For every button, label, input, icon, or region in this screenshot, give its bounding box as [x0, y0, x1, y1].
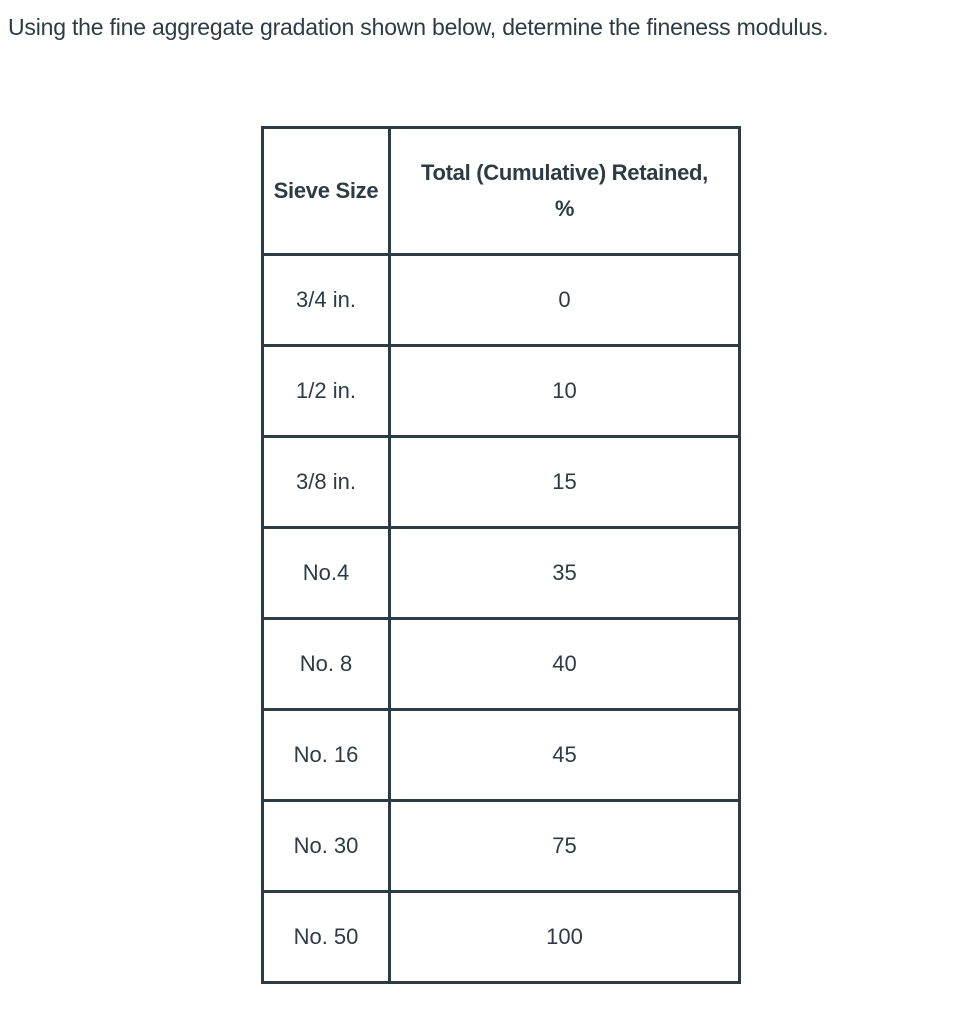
retained-cell: 100: [390, 892, 740, 983]
sieve-cell: 3/4 in.: [263, 255, 390, 346]
table-row: [263, 619, 740, 710]
table-header-row: [263, 128, 740, 255]
sieve-cell: No.4: [263, 528, 390, 619]
header-retained-line2: %: [554, 196, 575, 221]
gradation-table: [261, 126, 741, 984]
table-row: [263, 346, 740, 437]
retained-cell: 75: [390, 801, 740, 892]
table-row: [263, 892, 740, 983]
retained-cell: 15: [390, 437, 740, 528]
retained-cell: 10: [390, 346, 740, 437]
retained-cell: 35: [390, 528, 740, 619]
table-row: [263, 528, 740, 619]
table-row: [263, 437, 740, 528]
retained-cell: 0: [390, 255, 740, 346]
sieve-cell: 3/8 in.: [263, 437, 390, 528]
sieve-cell: No. 8: [263, 619, 390, 710]
sieve-cell: No. 16: [263, 710, 390, 801]
sieve-cell: No. 30: [263, 801, 390, 892]
table-row: [263, 255, 740, 346]
header-sieve-size: Sieve Size: [263, 128, 390, 255]
header-cumulative-retained: [390, 128, 740, 255]
gradation-table-container: [261, 126, 741, 984]
table-row: [263, 801, 740, 892]
header-retained-line1: Total (Cumulative) Retained,: [421, 160, 708, 185]
question-text: Using the fine aggregate gradation shown below, determine the fineness modulus.: [8, 14, 829, 40]
table-row: [263, 710, 740, 801]
sieve-cell: No. 50: [263, 892, 390, 983]
retained-cell: 45: [390, 710, 740, 801]
sieve-cell: 1/2 in.: [263, 346, 390, 437]
retained-cell: 40: [390, 619, 740, 710]
